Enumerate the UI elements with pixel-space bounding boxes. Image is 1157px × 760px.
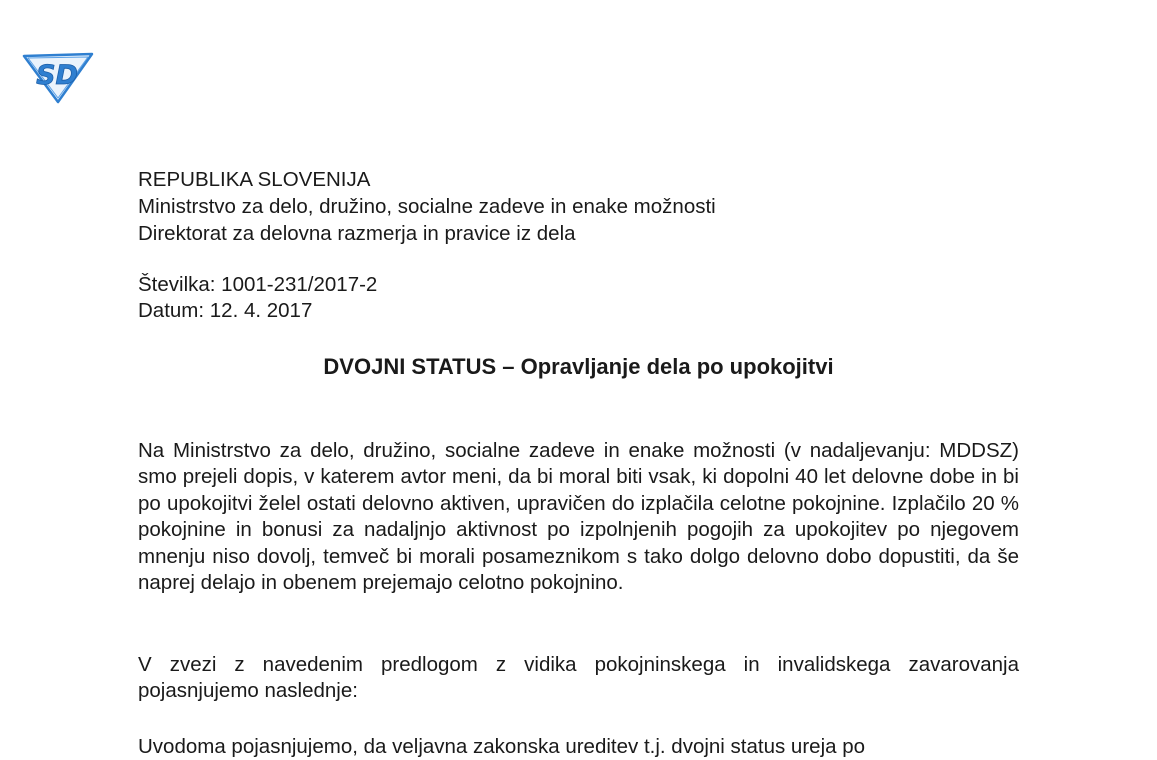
paragraph-2: V zvezi z navedenim predlogom z vidika pokojninskega in invalidskega zavarovanja pojasnjujemo naslednje: [138, 653, 1019, 703]
body-paragraph [138, 652, 1019, 705]
body-paragraph [138, 438, 1019, 596]
letterhead [138, 166, 716, 247]
paragraph-1: Na Ministrstvo za delo, družino, socialne zadeve in enake možnosti (v nadaljevanju: MDDSZ) smo prejeli dopis, v katerem avtor meni, da bi moral biti vsak, ki dopolni 40 let delovne dobe in bi po upokojitvi želel ostati delovno aktiven, upravičen do izplačila celotne pokojnine. Izplačilo 20 % pokojnine in bonusi za nadaljnjo aktivnost po izpolnjenih pogojih za upokojitev po njegovem mnenju niso dovolj, temveč bi morali posameznikom s tako dolgo delovno dobo dopustiti, da še naprej delajo in obenem prejemajo celotno pokojnino. [138, 439, 1019, 595]
document-title: DVOJNI STATUS – Opravljanje dela po upokojitvi [323, 354, 834, 379]
letterhead-ministry: Ministrstvo za delo, družino, socialne zadeve in enake možnosti [138, 195, 716, 218]
sd-logo-icon [20, 48, 96, 104]
document-number: Številka: 1001-231/2017-2 [138, 273, 378, 296]
logo-lettering: SD [36, 60, 78, 91]
document-meta [138, 272, 377, 324]
paragraph-3: Uvodoma pojasnjujemo, da veljavna zakonska ureditev t.j. dvojni status ureja po [138, 735, 866, 758]
document-date: Datum: 12. 4. 2017 [138, 299, 313, 322]
letterhead-directorate: Direktorat za delovna razmerja in pravice iz dela [138, 222, 576, 245]
letterhead-country: REPUBLIKA SLOVENIJA [138, 168, 371, 191]
body-paragraph [138, 734, 1019, 760]
